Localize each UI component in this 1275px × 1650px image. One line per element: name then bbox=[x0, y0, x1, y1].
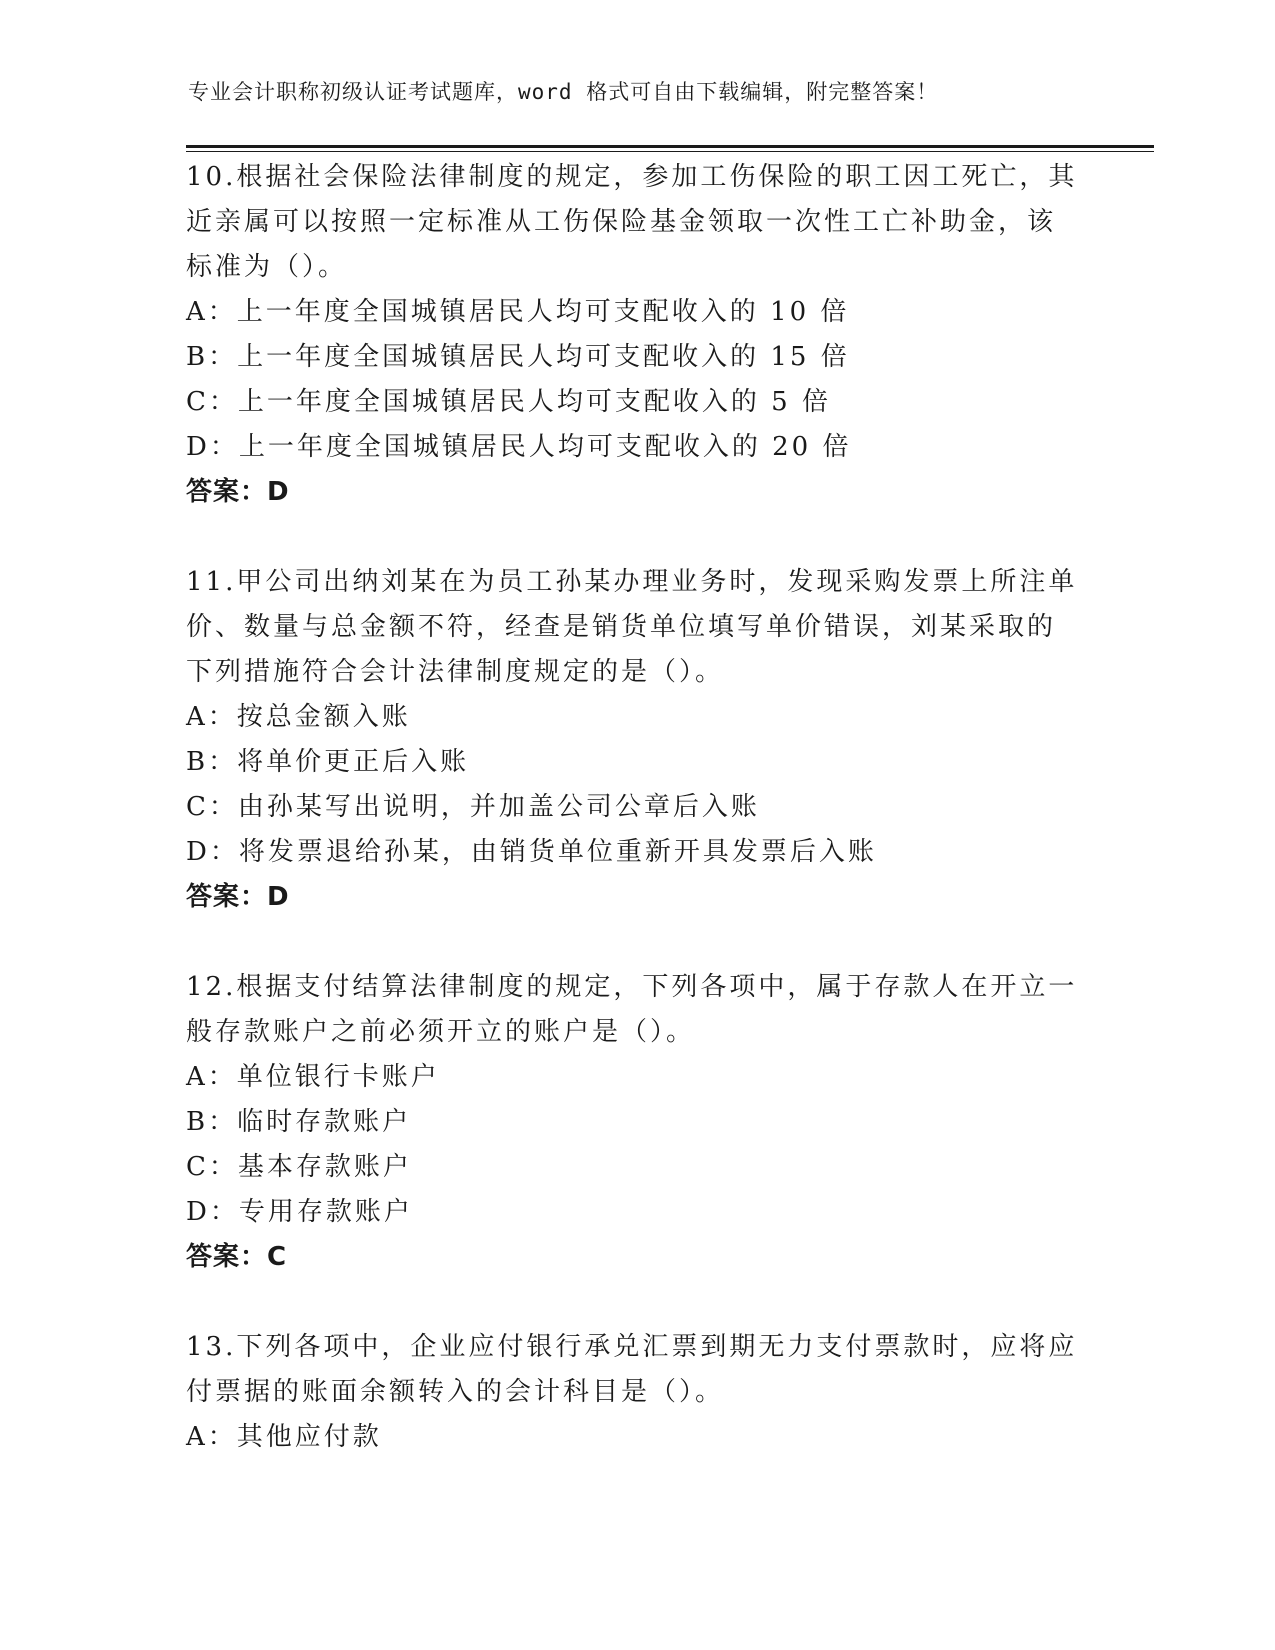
header-divider-thick bbox=[186, 145, 1154, 148]
answer-line: 答案：D bbox=[186, 882, 290, 912]
question-10 bbox=[186, 155, 1086, 515]
question-stem-line: 近亲属可以按照一定标准从工伤保险基金领取一次性工亡补助金，该 bbox=[186, 207, 1057, 237]
question-list bbox=[186, 155, 1086, 1505]
option-a: A：其他应付款 bbox=[186, 1422, 382, 1452]
answer-line: 答案：C bbox=[186, 1242, 288, 1272]
option-b: B：将单价更正后入账 bbox=[186, 747, 470, 777]
question-stem-line: 12.根据支付结算法律制度的规定，下列各项中，属于存款人在开立一 bbox=[186, 972, 1078, 1002]
question-stem-line: 11.甲公司出纳刘某在为员工孙某办理业务时，发现采购发票上所注单 bbox=[186, 567, 1078, 597]
question-stem-line: 价、数量与总金额不符，经查是销货单位填写单价错误，刘某采取的 bbox=[186, 612, 1057, 642]
question-13 bbox=[186, 1325, 1086, 1460]
option-a: A：按总金额入账 bbox=[186, 702, 411, 732]
question-stem-line: 般存款账户之前必须开立的账户是（）。 bbox=[186, 1017, 696, 1047]
option-b: B：临时存款账户 bbox=[186, 1107, 412, 1137]
option-d: D：上一年度全国城镇居民人均可支配收入的 20 倍 bbox=[186, 432, 852, 462]
question-stem-line: 10.根据社会保险法律制度的规定，参加工伤保险的职工因工死亡，其 bbox=[186, 162, 1078, 192]
question-12 bbox=[186, 965, 1086, 1280]
option-a: A：上一年度全国城镇居民人均可支配收入的 10 倍 bbox=[186, 297, 850, 327]
question-stem-line: 标准为（）。 bbox=[186, 252, 348, 282]
question-11 bbox=[186, 560, 1086, 920]
option-c: C：基本存款账户 bbox=[186, 1152, 412, 1182]
option-b: B：上一年度全国城镇居民人均可支配收入的 15 倍 bbox=[186, 342, 850, 372]
option-d: D：将发票退给孙某，由销货单位重新开具发票后入账 bbox=[186, 837, 877, 867]
option-a: A：单位银行卡账户 bbox=[186, 1062, 440, 1092]
option-c: C：上一年度全国城镇居民人均可支配收入的 5 倍 bbox=[186, 387, 831, 417]
option-d: D：专用存款账户 bbox=[186, 1197, 413, 1227]
answer-line: 答案：D bbox=[186, 477, 290, 507]
page-header: 专业会计职称初级认证考试题库，word 格式可自由下载编辑，附完整答案！ bbox=[188, 80, 939, 104]
question-stem-line: 付票据的账面余额转入的会计科目是（）。 bbox=[186, 1377, 725, 1407]
option-c: C：由孙某写出说明，并加盖公司公章后入账 bbox=[186, 792, 760, 822]
header-divider-thin bbox=[186, 151, 1154, 152]
question-stem-line: 下列措施符合会计法律制度规定的是（）。 bbox=[186, 657, 725, 687]
question-stem-line: 13.下列各项中，企业应付银行承兑汇票到期无力支付票款时，应将应 bbox=[186, 1332, 1078, 1362]
